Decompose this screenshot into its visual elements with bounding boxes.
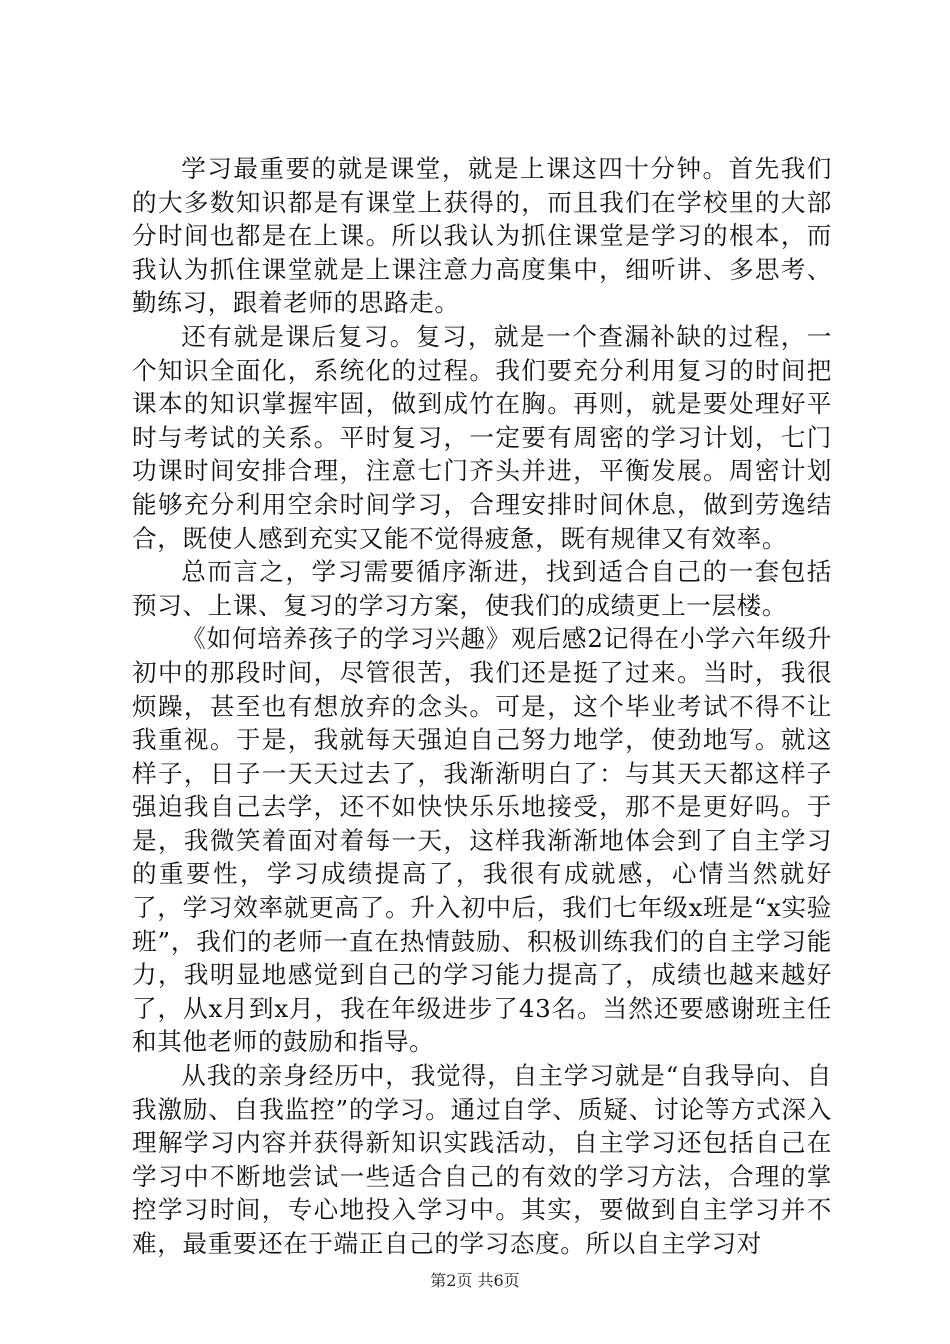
- paragraph-summary: 总而言之，学习需要循序渐进，找到适合自己的一套包括预习、上课、复习的学习方案，使我们的成绩更上一层楼。: [132, 557, 832, 620]
- page-footer: 第2页 共6页: [430, 1271, 520, 1290]
- paragraph-self-study: 从我的亲身经历中，我觉得，自主学习就是“自我导向、自我激励、自我监控”的学习。通过自学、质疑、讨论等方式深入理解学习内容并获得新知识实践活动，自主学习还包括自己在学习中不断地尝试一些适合自己的有效的学习方法，合理的掌控学习时间，专心地投入学习中。其实，要做到自主学习并不难，最重要还在于端正自己的学习态度。所以自主学习对: [132, 1061, 832, 1258]
- paragraph-review: 还有就是课后复习。复习，就是一个查漏补缺的过程，一个知识全面化，系统化的过程。我们要充分利用复习的时间把课本的知识掌握牢固，做到成竹在胸。再则，就是要处理好平时与考试的关系。平时复习，一定要有周密的学习计划，七门功课时间安排合理，注意七门齐头并进，平衡发展。周密计划能够充分利用空余时间学习，合理安排时间休息，做到劳逸结合，既使人感到充实又能不觉得疲惫，既有规律又有效率。: [132, 321, 832, 553]
- paragraph-classroom: 学习最重要的就是课堂，就是上课这四十分钟。首先我们的大多数知识都是有课堂上获得的，而且我们在学校里的大部分时间也都是在上课。所以我认为抓住课堂是学习的根本，而我认为抓住课堂就是上课注意力高度集中，细听讲、多思考、勤练习，跟着老师的思路走。: [132, 154, 832, 318]
- document-body: [132, 152, 832, 1261]
- paragraph-reflection: 《如何培养孩子的学习兴趣》观后感2记得在小学六年级升初中的那段时间，尽管很苦，我们还是挺了过来。当时，我很烦躁，甚至也有想放弃的念头。可是，这个毕业考试不得不让我重视。于是，我就每天强迫自己努力地学，使劲地写。就这样子，日子一天天过去了，我渐渐明白了：与其天天都这样子强迫我自己去学，还不如快快乐乐地接受，那不是更好吗。于是，我微笑着面对着每一天，这样我渐渐地体会到了自主学习的重要性，学习成绩提高了，我很有成就感，心情当然就好了，学习效率就更高了。升入初中后，我们七年级x班是“x实验班”，我们的老师一直在热情鼓励、积极训练我们的自主学习能力，我明显地感觉到自己的学习能力提高了，成绩也越来越好了，从x月到x月，我在年级进步了43名。当然还要感谢班主任和其他老师的鼓励和指导。: [132, 624, 832, 1057]
